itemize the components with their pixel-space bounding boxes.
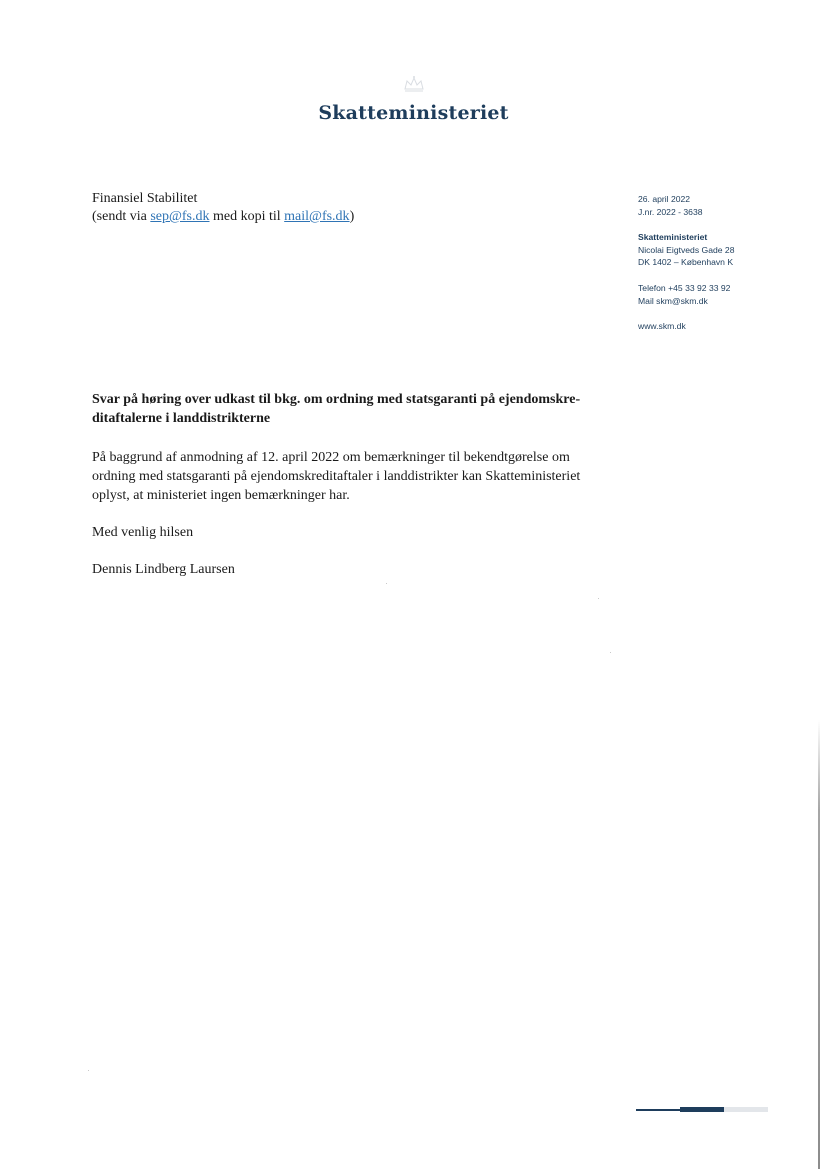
subject-line-1: Svar på høring over udkast til bkg. om ordning med statsgaranti på ejendomskre- (92, 392, 581, 407)
crown-icon (402, 74, 426, 94)
sender-website: www.skm.dk (638, 321, 686, 332)
body-line-1: På baggrund af anmodning af 12. april 2022 om bemærkninger til bekendtgørelse om (92, 450, 570, 465)
recipient-block (92, 190, 552, 226)
sender-org-name: Skatteministeriet (638, 232, 708, 243)
recipient-name: Finansiel Stabilitet (92, 191, 198, 206)
sender-phone: Telefon +45 33 92 33 92 (638, 282, 731, 293)
letter-date: 26. april 2022 (638, 194, 691, 204)
sent-suffix: ) (349, 209, 355, 224)
letter-greeting: Med venlig hilsen (92, 525, 194, 540)
sender-city: DK 1402 – København K (638, 257, 734, 268)
scan-speck (598, 598, 599, 599)
sender-street: Nicolai Eigtveds Gade 28 (638, 244, 735, 255)
sender-mail: Mail skm@skm.dk (638, 295, 708, 306)
scan-speck (386, 583, 387, 584)
footer-bar-segment (636, 1109, 680, 1111)
address-group (638, 231, 808, 269)
body-line-3: oplyst, at ministeriet ingen bemærkninger har. (92, 488, 350, 503)
sender-info-column (638, 193, 808, 346)
date-group (638, 193, 808, 218)
footer-bar-segment (724, 1107, 768, 1112)
letter-body (92, 448, 602, 505)
copy-email-link[interactable]: mail@fs.dk (284, 209, 350, 224)
recipient-sent-line (92, 208, 552, 226)
contact-group (638, 282, 808, 307)
sent-prefix: (sendt via (92, 209, 151, 224)
scan-speck (88, 1070, 89, 1071)
brand-title: Skatteministeriet (318, 102, 509, 124)
letter-signature: Dennis Lindberg Laursen (92, 562, 235, 577)
footer-bar-segment (680, 1107, 724, 1112)
subject-line-2: ditaftalerne i landdistrikterne (92, 411, 271, 426)
journal-number: J.nr. 2022 - 3638 (638, 206, 703, 217)
footer-brand-bar (636, 1107, 768, 1113)
scan-speck (610, 652, 611, 653)
body-line-2: ordning med statsgaranti på ejendomskreditaftaler i landdistrikter kan Skatteministeriet (92, 469, 581, 484)
scan-edge-line (818, 720, 820, 1169)
website-group (638, 320, 808, 333)
letter-subject (92, 390, 612, 428)
sent-email-link[interactable]: sep@fs.dk (150, 209, 210, 224)
copy-text: med kopi til (209, 209, 285, 224)
